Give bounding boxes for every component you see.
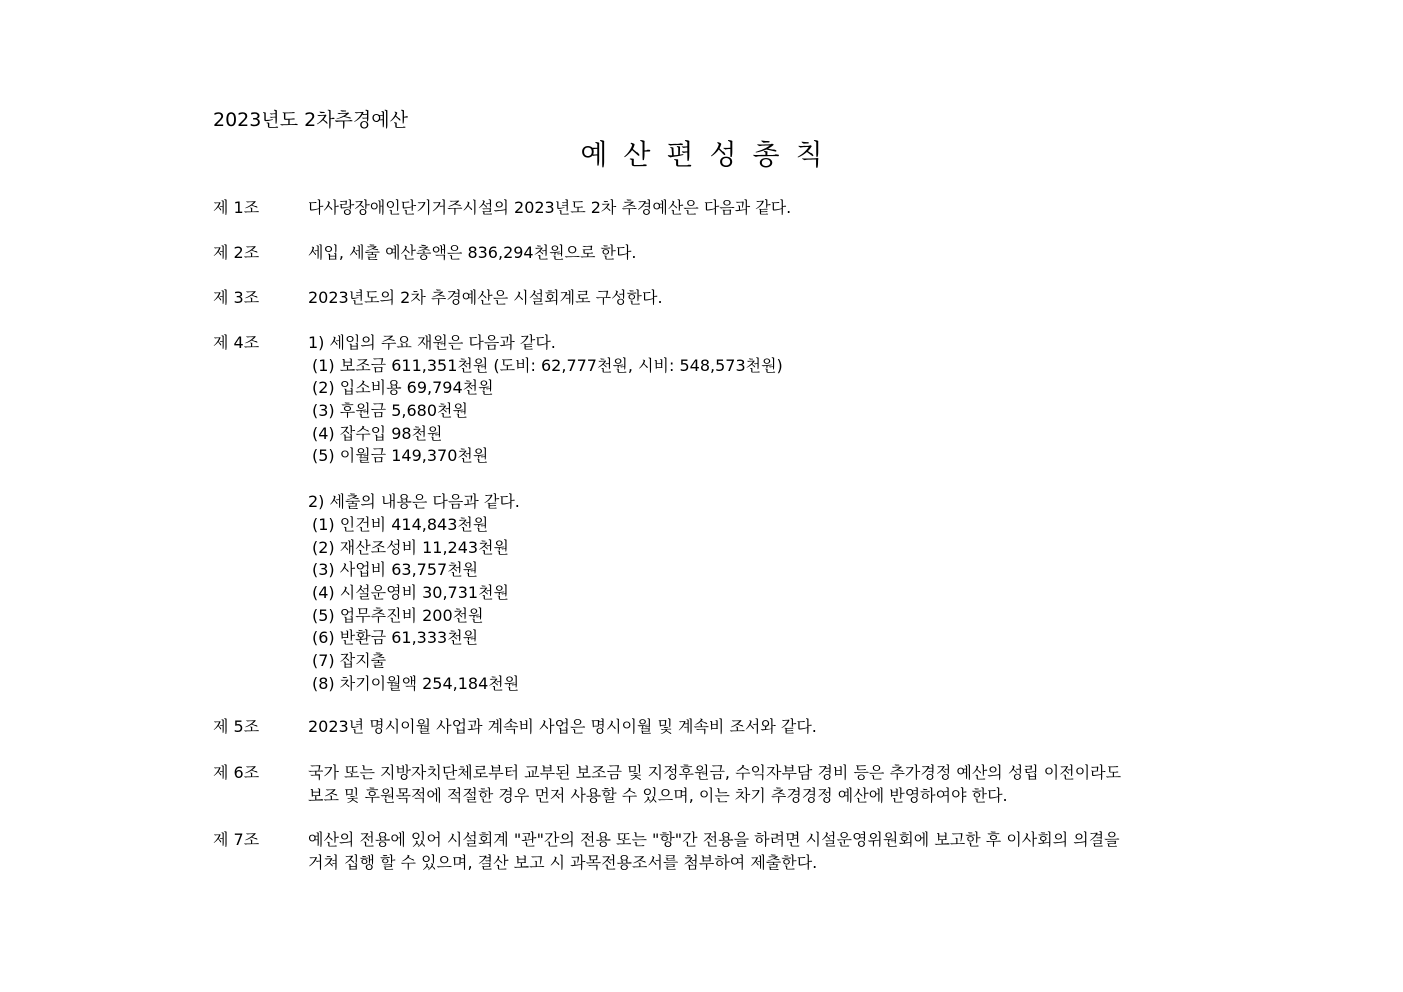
revenue-item: (1) 보조금 611,351천원 (도비: 62,777천원, 시비: 548,573천원) [312,355,783,375]
expenditure-item: (4) 시설운영비 30,731천원 [312,582,510,602]
revenue-item: (3) 후원금 5,680천원 [312,401,468,421]
article-label: 제 3조 [213,288,260,307]
article-label: 제 7조 [213,830,260,849]
article-body [308,829,1208,874]
expenditure-intro: 2) 세출의 내용은 다음과 같다. [308,492,520,512]
expenditure-item: (7) 잡지출 [312,650,387,670]
article-text: 국가 또는 지방자치단체로부터 교부된 보조금 및 지정후원금, 수익자부담 경비 등은 추가경정 예산의 성립 이전이라도 [308,763,1122,782]
document-title: 예산편성총칙 [580,138,839,171]
revenue-item: (2) 입소비용 69,794천원 [312,378,494,398]
article-label: 제 5조 [213,717,260,736]
article-body [308,242,1208,265]
revenue-item: (4) 잡수입 98천원 [312,423,443,443]
revenue-intro: 1) 세입의 주요 재원은 다음과 같다. [308,333,556,352]
article-body [308,287,1208,310]
article-body [308,762,1208,807]
expenditure-item: (2) 재산조성비 11,243천원 [312,537,510,557]
article-text: 2023년 명시이월 사업과 계속비 사업은 명시이월 및 계속비 조서와 같다. [308,717,817,736]
article-body [308,332,1208,695]
expenditure-item: (5) 업무추진비 200천원 [312,605,484,625]
article-text: 세입, 세출 예산총액은 836,294천원으로 한다. [308,243,637,262]
article-body [308,716,1208,739]
article-label: 제 4조 [213,333,260,352]
expenditure-item: (1) 인건비 414,843천원 [312,514,489,534]
revenue-item: (5) 이월금 149,370천원 [312,446,489,466]
expenditure-item: (3) 사업비 63,757천원 [312,560,479,580]
article-text: 2023년도의 2차 추경예산은 시설회계로 구성한다. [308,288,663,307]
expenditure-item: (8) 차기이월액 254,184천원 [312,673,520,693]
article-text: 다사랑장애인단기거주시설의 2023년도 2차 추경예산은 다음과 같다. [308,198,792,217]
article-text: 보조 및 후원목적에 적절한 경우 먼저 사용할 수 있으며, 이는 차기 추경경정 예산에 반영하여야 한다. [308,785,1008,805]
article-label: 제 1조 [213,198,260,217]
article-body [308,197,1208,220]
document-heading: 2023년도 2차추경예산 [213,109,408,131]
article-label: 제 6조 [213,763,260,782]
spacer [308,468,1208,491]
article-label: 제 2조 [213,243,260,262]
article-text: 예산의 전용에 있어 시설회계 "관"간의 전용 또는 "항"간 전용을 하려면 시설운영위원회에 보고한 후 이사회의 의결을 [308,830,1120,849]
article-text: 거쳐 집행 할 수 있으며, 결산 보고 시 과목전용조서를 첨부하여 제출한다. [308,852,818,872]
expenditure-item: (6) 반환금 61,333천원 [312,628,479,648]
